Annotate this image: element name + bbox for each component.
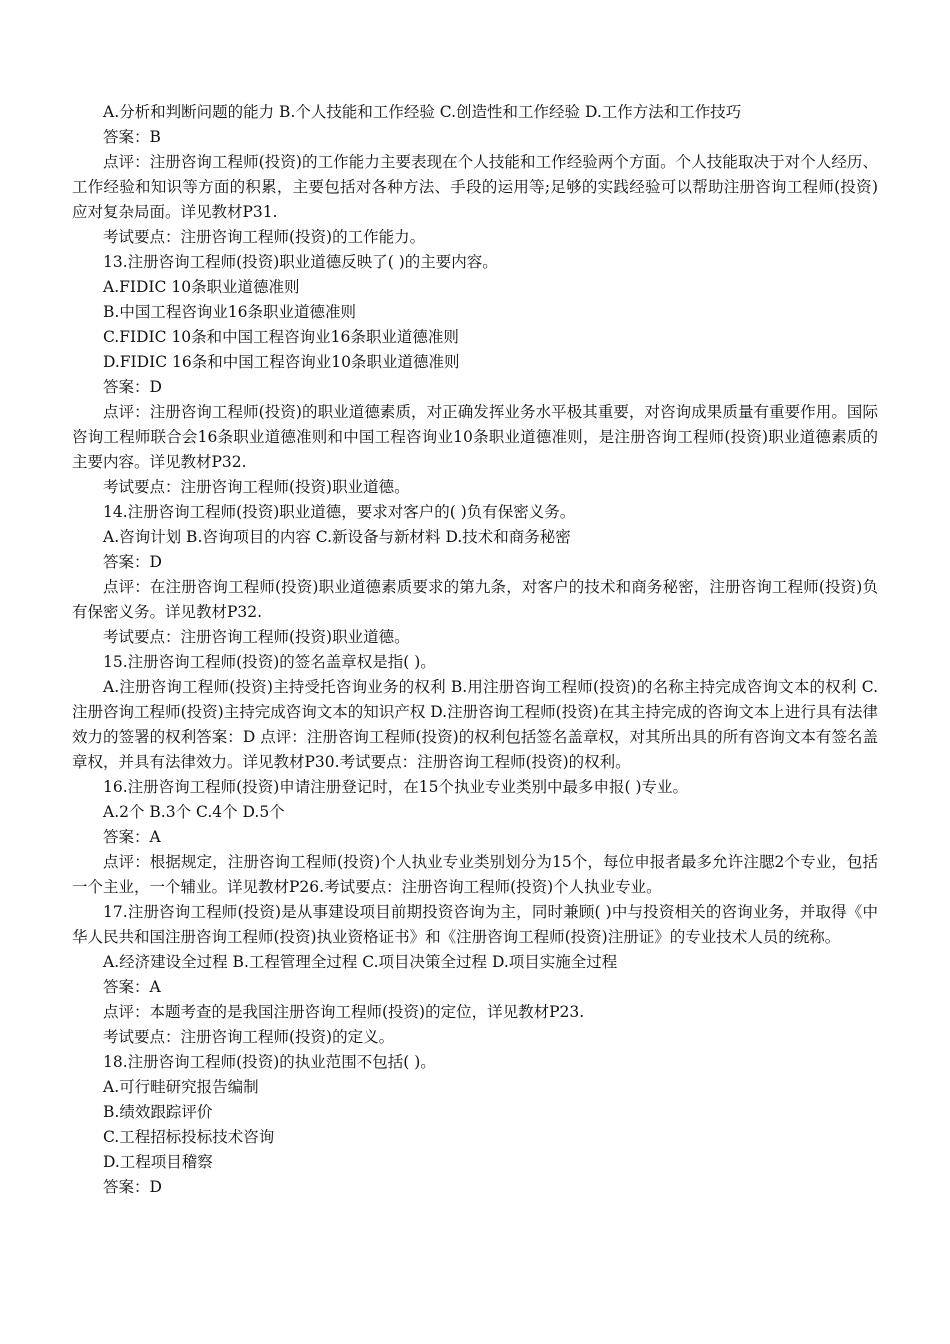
- text-paragraph: 点评：注册咨询工程师(投资)的职业道德素质，对正确发挥业务水平极其重要，对咨询成果质量有重要作用。国际咨询工程师联合会16条职业道德准则和中国工程咨询业10条职业道德准则，是注册咨询工程师(投资)职业道德素质的主要内容。详见教材P32.: [72, 403, 878, 471]
- text-paragraph: 答案：A: [103, 828, 161, 846]
- text-paragraph: 13.注册咨询工程师(投资)职业道德反映了( )的主要内容。: [103, 253, 498, 271]
- text-paragraph: 答案：A: [103, 978, 161, 996]
- text-paragraph: 点评：注册咨询工程师(投资)的工作能力主要表现在个人技能和工作经验两个方面。个人技能取决于对个人经历、工作经验和知识等方面的积累，主要包括对各种方法、手段的运用等;足够的实践经验可以帮助注册咨询工程师(投资)应对复杂局面。详见教材P31.: [72, 153, 878, 221]
- text-paragraph: 点评：根据规定，注册咨询工程师(投资)个人执业专业类别划分为15个，每位申报者最多允许注腮2个专业，包括一个主业，一个辅业。详见教材P26.考试要点：注册咨询工程师(投资)个人执业专业。: [72, 853, 878, 896]
- text-paragraph: 15.注册咨询工程师(投资)的签名盖章权是指( )。: [103, 653, 436, 671]
- text-paragraph: 答案：D: [103, 1178, 162, 1196]
- text-paragraph: 16.注册咨询工程师(投资)申请注册登记时，在15个执业专业类别中最多申报( )专业。: [103, 778, 688, 796]
- text-paragraph: A.咨询计划 B.咨询项目的内容 C.新设备与新材料 D.技术和商务秘密: [103, 528, 571, 546]
- text-paragraph: 考试要点：注册咨询工程师(投资)职业道德。: [103, 478, 410, 496]
- text-paragraph: A.分析和判断问题的能力 B.个人技能和工作经验 C.创造性和工作经验 D.工作方法和工作技巧: [103, 103, 742, 121]
- text-paragraph: A.经济建设全过程 B.工程管理全过程 C.项目决策全过程 D.项目实施全过程: [103, 953, 618, 971]
- text-paragraph: 考试要点：注册咨询工程师(投资)的定义。: [103, 1028, 395, 1046]
- text-paragraph: 点评：本题考查的是我国注册咨询工程师(投资)的定位，详见教材P23.: [103, 1003, 585, 1021]
- text-paragraph: 答案：D: [103, 378, 162, 396]
- text-paragraph: 考试要点：注册咨询工程师(投资)职业道德。: [103, 628, 410, 646]
- text-paragraph: A.注册咨询工程师(投资)主持受托咨询业务的权利 B.用注册咨询工程师(投资)的名称主持完成咨询文本的权利 C.注册咨询工程师(投资)主持完成咨询文本的知识产权 D.注册咨询工程师(投资)在其主持完成的咨询文本上进行具有法律效力的签署的权利答案：D 点评：注册咨询工程师(投资)的权利包括签名盖章权，对其所出具的所有咨询文本有签名盖章权，并具有法律效力。详见教材P30.考试要点：注册咨询工程师(投资)的权利。: [72, 678, 878, 771]
- text-paragraph: 17.注册咨询工程师(投资)是从事建设项目前期投资咨询为主，同时兼顾( )中与投资相关的咨询业务，并取得《中华人民共和国注册咨询工程师(投资)执业资格证书》和《注册咨询工程师(投资)注册证》的专业技术人员的统称。: [72, 903, 878, 946]
- text-paragraph: C.工程招标投标技术咨询: [103, 1128, 275, 1146]
- text-paragraph: 考试要点：注册咨询工程师(投资)的工作能力。: [103, 228, 426, 246]
- text-paragraph: 答案：B: [103, 128, 161, 146]
- text-paragraph: A.可行畦研究报告编制: [103, 1078, 259, 1096]
- text-paragraph: A.2个 B.3个 C.4个 D.5个: [103, 803, 285, 821]
- text-paragraph: 点评：在注册咨询工程师(投资)职业道德素质要求的第九条，对客户的技术和商务秘密，注册咨询工程师(投资)负有保密义务。详见教材P32.: [72, 578, 878, 621]
- text-paragraph: D.FIDIC 16条和中国工程咨询业10条职业道德准则: [103, 353, 460, 371]
- text-paragraph: C.FIDIC 10条和中国工程咨询业16条职业道德准则: [103, 328, 459, 346]
- text-paragraph: B.绩效跟踪评价: [103, 1103, 213, 1121]
- text-paragraph: D.工程项目稽察: [103, 1153, 213, 1171]
- text-paragraph: 答案：D: [103, 553, 162, 571]
- text-paragraph: 18.注册咨询工程师(投资)的执业范围不包括( )。: [103, 1053, 436, 1071]
- text-paragraph: 14.注册咨询工程师(投资)职业道德，要求对客户的( )负有保密义务。: [103, 503, 576, 521]
- text-paragraph: B.中国工程咨询业16条职业道德准则: [103, 303, 357, 321]
- text-paragraph: A.FIDIC 10条职业道德准则: [103, 278, 300, 296]
